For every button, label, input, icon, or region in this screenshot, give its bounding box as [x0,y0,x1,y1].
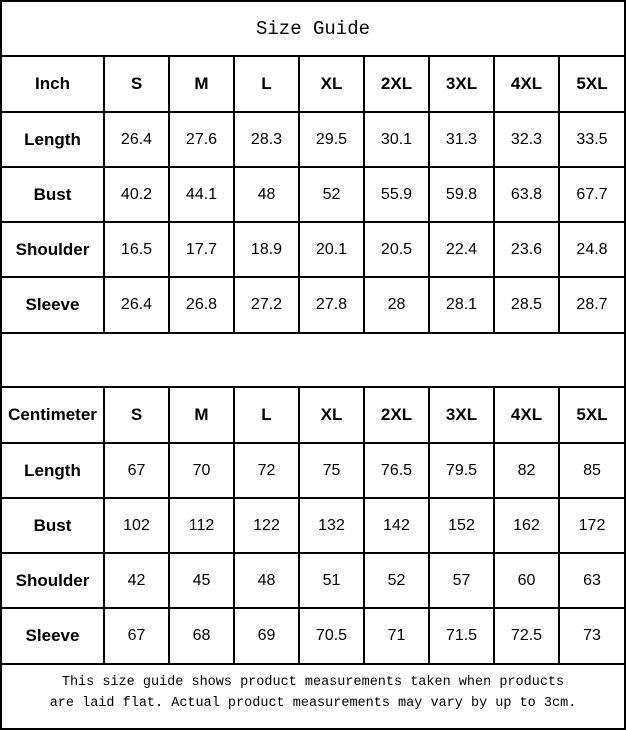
measurement-value: 26.4 [104,112,169,167]
size-header: 3XL [429,388,494,443]
measurement-value: 45 [169,553,234,608]
measurement-value: 68 [169,608,234,663]
measurement-label: Sleeve [2,277,104,332]
size-table-0 [2,57,624,332]
measurement-value: 122 [234,498,299,553]
measurement-value: 40.2 [104,167,169,222]
measurement-value: 18.9 [234,222,299,277]
size-header: 3XL [429,57,494,112]
measurement-value: 52 [364,553,429,608]
unit-header: Inch [2,57,104,112]
measurement-value: 67 [104,443,169,498]
measurement-value: 22.4 [429,222,494,277]
measurement-value: 70.5 [299,608,364,663]
size-header: M [169,57,234,112]
measurement-value: 85 [559,443,624,498]
table-row [2,498,624,553]
size-header: M [169,388,234,443]
measurement-value: 28.5 [494,277,559,332]
measurement-value: 23.6 [494,222,559,277]
measurement-label: Length [2,443,104,498]
footnote [2,663,624,728]
measurement-label: Shoulder [2,222,104,277]
measurement-value: 71.5 [429,608,494,663]
table-row [2,112,624,167]
measurement-value: 55.9 [364,167,429,222]
measurement-value: 57 [429,553,494,608]
measurement-value: 69 [234,608,299,663]
size-header: L [234,57,299,112]
measurement-value: 51 [299,553,364,608]
measurement-value: 60 [494,553,559,608]
size-header: XL [299,388,364,443]
measurement-value: 73 [559,608,624,663]
table-row [2,608,624,663]
measurement-value: 17.7 [169,222,234,277]
measurement-value: 27.6 [169,112,234,167]
measurement-value: 162 [494,498,559,553]
measurement-value: 72.5 [494,608,559,663]
page-title: Size Guide [2,2,624,57]
measurement-value: 28.1 [429,277,494,332]
measurement-label: Sleeve [2,608,104,663]
measurement-label: Bust [2,498,104,553]
table-row [2,222,624,277]
measurement-value: 48 [234,167,299,222]
measurement-value: 142 [364,498,429,553]
footnote-line-1: This size guide shows product measurements taken when products [61,675,565,690]
measurement-value: 70 [169,443,234,498]
measurement-value: 26.4 [104,277,169,332]
measurement-value: 82 [494,443,559,498]
size-header: 5XL [559,57,624,112]
size-header: XL [299,57,364,112]
measurement-value: 152 [429,498,494,553]
measurement-value: 72 [234,443,299,498]
header-row [2,388,624,443]
table-spacer [2,332,624,388]
measurement-value: 20.1 [299,222,364,277]
table-row [2,277,624,332]
measurement-value: 102 [104,498,169,553]
measurement-value: 24.8 [559,222,624,277]
measurement-value: 172 [559,498,624,553]
measurement-value: 63.8 [494,167,559,222]
size-table-1 [2,388,624,663]
measurement-value: 27.8 [299,277,364,332]
measurement-value: 20.5 [364,222,429,277]
measurement-value: 63 [559,553,624,608]
measurement-value: 76.5 [364,443,429,498]
measurement-value: 79.5 [429,443,494,498]
measurement-value: 59.8 [429,167,494,222]
size-header: 2XL [364,57,429,112]
measurement-value: 44.1 [169,167,234,222]
table-row [2,167,624,222]
measurement-label: Bust [2,167,104,222]
measurement-value: 31.3 [429,112,494,167]
measurement-value: 75 [299,443,364,498]
table-row [2,553,624,608]
measurement-value: 32.3 [494,112,559,167]
measurement-value: 29.5 [299,112,364,167]
unit-header: Centimeter [2,388,104,443]
size-header: 5XL [559,388,624,443]
measurement-value: 27.2 [234,277,299,332]
measurement-value: 112 [169,498,234,553]
measurement-value: 52 [299,167,364,222]
size-header: L [234,388,299,443]
size-header: S [104,57,169,112]
footnote-line-2: are laid flat. Actual product measurements may vary by up to 3cm. [49,696,577,711]
measurement-value: 28 [364,277,429,332]
measurement-value: 28.7 [559,277,624,332]
measurement-value: 48 [234,553,299,608]
measurement-value: 67 [104,608,169,663]
size-tables-container [2,57,624,663]
measurement-value: 33.5 [559,112,624,167]
measurement-value: 28.3 [234,112,299,167]
measurement-value: 30.1 [364,112,429,167]
measurement-value: 71 [364,608,429,663]
measurement-value: 132 [299,498,364,553]
measurement-value: 42 [104,553,169,608]
size-header: 2XL [364,388,429,443]
measurement-value: 26.8 [169,277,234,332]
size-header: S [104,388,169,443]
table-row [2,443,624,498]
measurement-value: 67.7 [559,167,624,222]
measurement-label: Shoulder [2,553,104,608]
size-header: 4XL [494,57,559,112]
size-header: 4XL [494,388,559,443]
measurement-value: 16.5 [104,222,169,277]
header-row [2,57,624,112]
measurement-label: Length [2,112,104,167]
